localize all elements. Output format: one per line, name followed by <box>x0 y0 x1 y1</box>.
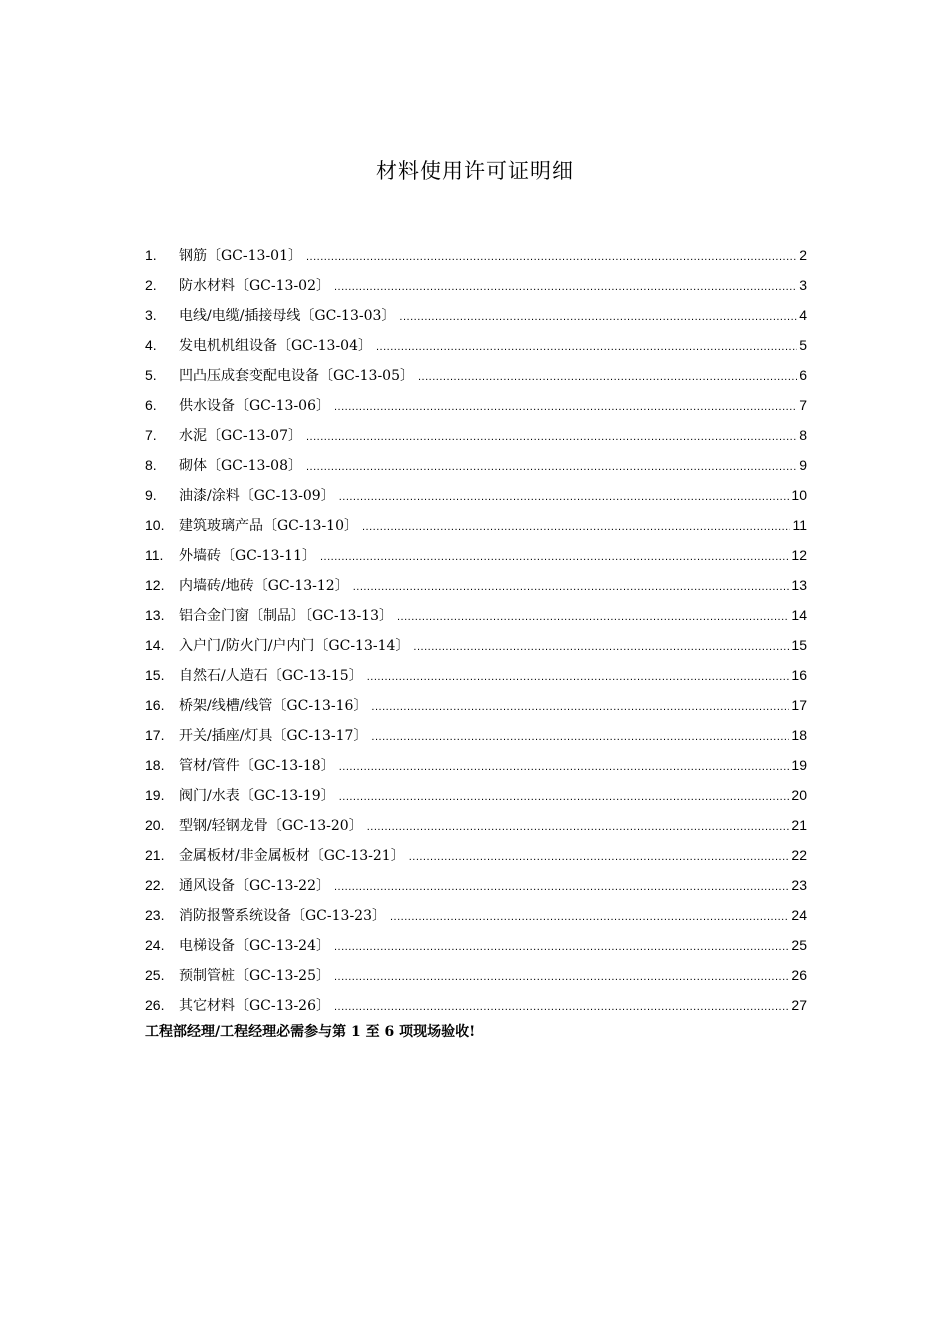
toc-entry[interactable] <box>145 933 807 963</box>
table-of-contents <box>145 243 807 1023</box>
toc-leader-dots <box>397 605 789 629</box>
toc-entry-number: 1. <box>145 247 157 263</box>
toc-entry-number: 3. <box>145 307 157 323</box>
toc-entry[interactable] <box>145 663 807 693</box>
toc-entry-label: 管材/管件〔GC-13-18〕 <box>179 758 335 774</box>
toc-entry-number: 9. <box>145 487 157 503</box>
toc-entry-label: 建筑玻璃产品〔GC-13-10〕 <box>179 518 358 534</box>
toc-entry-page-number: 11 <box>792 517 807 533</box>
toc-entry-page-number: 16 <box>791 667 807 683</box>
toc-entry[interactable] <box>145 843 807 873</box>
toc-entry-page-number: 17 <box>791 697 807 713</box>
toc-entry-page-number: 5 <box>799 337 807 353</box>
toc-entry-page-number: 3 <box>799 277 807 293</box>
toc-entry[interactable] <box>145 543 807 573</box>
toc-entry[interactable] <box>145 693 807 723</box>
toc-entry-label: 电梯设备〔GC-13-24〕 <box>179 938 330 954</box>
toc-leader-dots <box>418 365 797 389</box>
toc-entry-number: 21. <box>145 847 165 863</box>
toc-entry-page-number: 18 <box>791 727 807 743</box>
toc-entry[interactable] <box>145 483 807 513</box>
toc-entry-label: 水泥〔GC-13-07〕 <box>179 428 302 444</box>
toc-entry-label: 防水材料〔GC-13-02〕 <box>179 278 330 294</box>
toc-entry[interactable] <box>145 333 807 363</box>
toc-entry-number: 14. <box>145 637 165 653</box>
toc-leader-dots <box>306 425 797 449</box>
toc-entry-number: 25. <box>145 967 165 983</box>
toc-entry[interactable] <box>145 573 807 603</box>
toc-entry-number: 19. <box>145 787 165 803</box>
toc-entry-number: 20. <box>145 817 165 833</box>
toc-entry-page-number: 15 <box>791 637 807 653</box>
toc-entry[interactable] <box>145 873 807 903</box>
acceptance-note: 工程部经理/工程经理必需参与第 1 至 6 项现场验收! <box>145 1024 476 1040</box>
toc-entry-page-number: 12 <box>791 547 807 563</box>
toc-leader-dots <box>399 305 797 329</box>
toc-entry[interactable] <box>145 453 807 483</box>
toc-leader-dots <box>334 935 789 959</box>
toc-entry-label: 金属板材/非金属板材〔GC-13-21〕 <box>179 848 405 864</box>
toc-entry-label: 发电机机组设备〔GC-13-04〕 <box>179 338 372 354</box>
toc-entry[interactable] <box>145 963 807 993</box>
toc-entry-label: 桥架/线槽/线管〔GC-13-16〕 <box>179 698 368 714</box>
toc-entry-label: 铝合金门窗〔制品〕〔GC-13-13〕 <box>179 608 393 624</box>
toc-entry-page-number: 14 <box>791 607 807 623</box>
toc-leader-dots <box>371 725 789 749</box>
document-title: 材料使用许可证明细 <box>376 159 574 183</box>
toc-entry-number: 10. <box>145 517 165 533</box>
toc-entry[interactable] <box>145 243 807 273</box>
toc-entry[interactable] <box>145 783 807 813</box>
toc-leader-dots <box>334 275 797 299</box>
toc-entry[interactable] <box>145 423 807 453</box>
toc-entry-page-number: 13 <box>791 577 807 593</box>
toc-entry-label: 开关/插座/灯具〔GC-13-17〕 <box>179 728 368 744</box>
toc-entry-number: 18. <box>145 757 165 773</box>
toc-entry-label: 阀门/水表〔GC-13-19〕 <box>179 788 335 804</box>
toc-leader-dots <box>306 245 797 269</box>
toc-entry-number: 26. <box>145 997 165 1013</box>
toc-leader-dots <box>334 965 789 989</box>
toc-entry-label: 入户门/防火门/户内门〔GC-13-14〕 <box>179 638 410 654</box>
toc-leader-dots <box>334 875 789 899</box>
toc-entry-number: 7. <box>145 427 157 443</box>
toc-entry-page-number: 27 <box>791 997 807 1013</box>
toc-entry-label: 砌体〔GC-13-08〕 <box>179 458 302 474</box>
toc-leader-dots <box>413 635 789 659</box>
toc-entry-label: 油漆/涂料〔GC-13-09〕 <box>179 488 335 504</box>
toc-entry-number: 5. <box>145 367 157 383</box>
toc-leader-dots <box>390 905 789 929</box>
toc-entry-page-number: 22 <box>791 847 807 863</box>
toc-entry[interactable] <box>145 993 807 1023</box>
toc-entry-number: 16. <box>145 697 165 713</box>
toc-entry-number: 24. <box>145 937 165 953</box>
toc-entry[interactable] <box>145 363 807 393</box>
toc-entry-label: 其它材料〔GC-13-26〕 <box>179 998 330 1014</box>
toc-entry[interactable] <box>145 903 807 933</box>
toc-entry-page-number: 7 <box>799 397 807 413</box>
toc-entry-label: 自然石/人造石〔GC-13-15〕 <box>179 668 363 684</box>
toc-entry-label: 电线/电缆/插接母线〔GC-13-03〕 <box>179 308 396 324</box>
toc-leader-dots <box>339 755 790 779</box>
toc-entry-label: 供水设备〔GC-13-06〕 <box>179 398 330 414</box>
toc-entry-label: 钢筋〔GC-13-01〕 <box>179 248 302 264</box>
toc-entry-page-number: 8 <box>799 427 807 443</box>
toc-entry-page-number: 2 <box>799 247 807 263</box>
toc-entry-page-number: 4 <box>799 307 807 323</box>
toc-entry-label: 内墙砖/地砖〔GC-13-12〕 <box>179 578 349 594</box>
toc-entry[interactable] <box>145 603 807 633</box>
toc-entry[interactable] <box>145 813 807 843</box>
toc-entry-page-number: 9 <box>799 457 807 473</box>
toc-entry-label: 凹凸压成套变配电设备〔GC-13-05〕 <box>179 368 414 384</box>
toc-entry-number: 17. <box>145 727 165 743</box>
toc-entry-number: 8. <box>145 457 157 473</box>
toc-entry-label: 预制管桩〔GC-13-25〕 <box>179 968 330 984</box>
toc-leader-dots <box>371 695 789 719</box>
toc-leader-dots <box>339 485 790 509</box>
toc-leader-dots <box>367 815 790 839</box>
toc-leader-dots <box>362 515 790 539</box>
toc-entry[interactable] <box>145 393 807 423</box>
toc-entry-page-number: 6 <box>799 367 807 383</box>
toc-entry-page-number: 25 <box>791 937 807 953</box>
toc-entry-label: 型钢/轻钢龙骨〔GC-13-20〕 <box>179 818 363 834</box>
toc-entry-number: 6. <box>145 397 157 413</box>
toc-entry-number: 22. <box>145 877 165 893</box>
toc-entry-number: 13. <box>145 607 165 623</box>
toc-leader-dots <box>334 995 789 1019</box>
toc-entry-number: 11. <box>145 547 164 563</box>
toc-entry-page-number: 26 <box>791 967 807 983</box>
toc-leader-dots <box>409 845 790 869</box>
toc-entry[interactable] <box>145 633 807 663</box>
toc-leader-dots <box>320 545 789 569</box>
toc-entry-page-number: 23 <box>791 877 807 893</box>
toc-entry[interactable] <box>145 303 807 333</box>
toc-entry[interactable] <box>145 723 807 753</box>
toc-entry-page-number: 24 <box>791 907 807 923</box>
toc-entry[interactable] <box>145 273 807 303</box>
toc-entry-page-number: 19 <box>791 757 807 773</box>
toc-entry-page-number: 21 <box>791 817 807 833</box>
toc-leader-dots <box>353 575 790 599</box>
toc-entry-number: 12. <box>145 577 165 593</box>
toc-entry-page-number: 20 <box>791 787 807 803</box>
toc-leader-dots <box>334 395 797 419</box>
toc-leader-dots <box>367 665 790 689</box>
toc-entry-number: 2. <box>145 277 157 293</box>
toc-entry[interactable] <box>145 513 807 543</box>
toc-entry[interactable] <box>145 753 807 783</box>
toc-entry-label: 消防报警系统设备〔GC-13-23〕 <box>179 908 386 924</box>
toc-leader-dots <box>376 335 797 359</box>
toc-entry-label: 外墙砖〔GC-13-11〕 <box>179 548 316 564</box>
toc-leader-dots <box>339 785 790 809</box>
toc-entry-page-number: 10 <box>791 487 807 503</box>
toc-entry-number: 23. <box>145 907 165 923</box>
toc-leader-dots <box>306 455 797 479</box>
toc-entry-number: 4. <box>145 337 157 353</box>
toc-entry-number: 15. <box>145 667 165 683</box>
toc-entry-label: 通风设备〔GC-13-22〕 <box>179 878 330 894</box>
